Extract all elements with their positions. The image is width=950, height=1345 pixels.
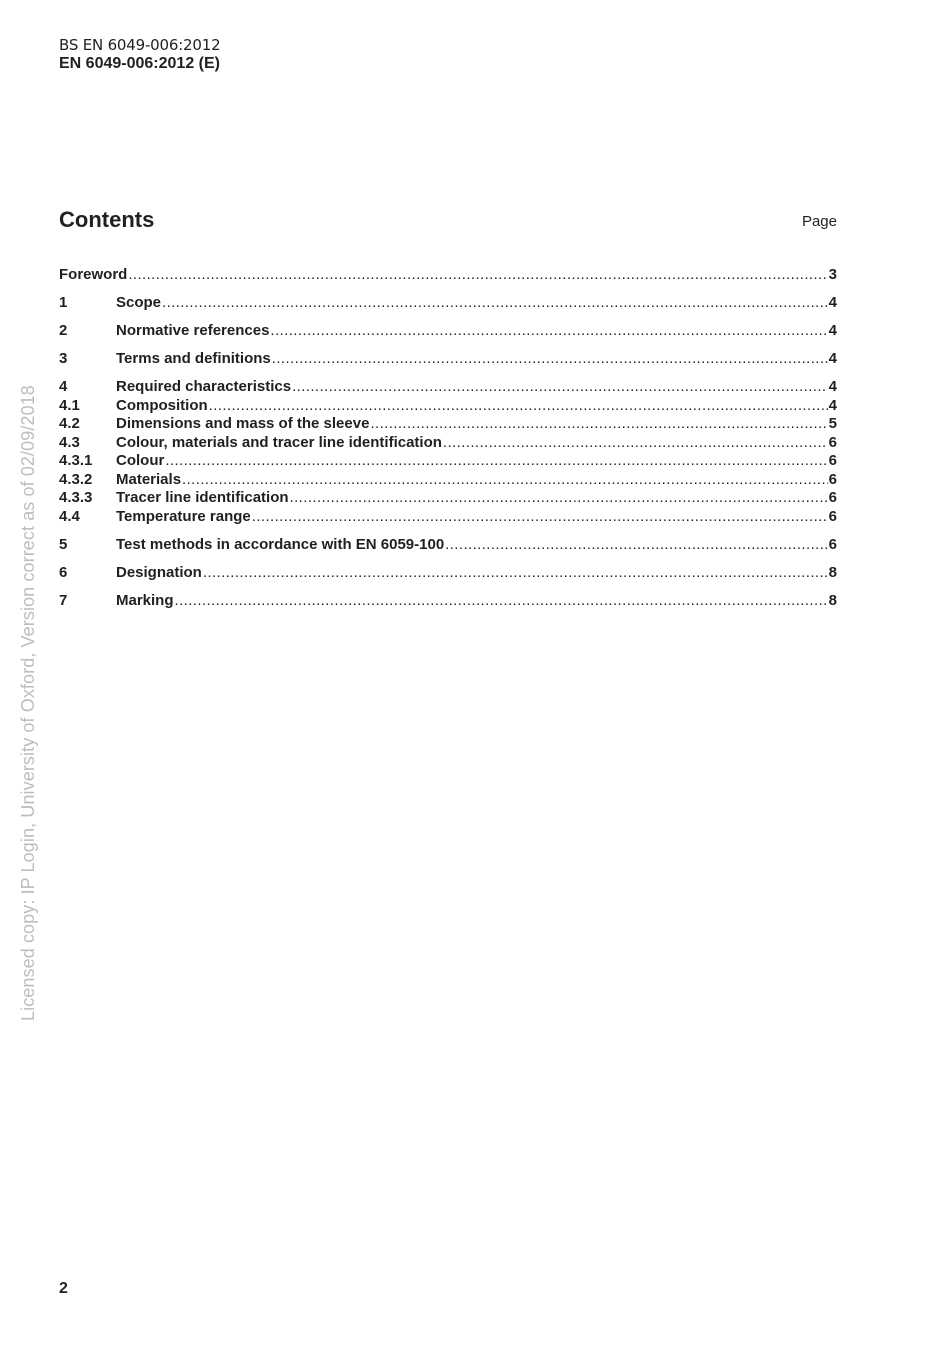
toc-leader-dots xyxy=(175,592,828,611)
toc-entry-page: 6 xyxy=(828,470,837,488)
standard-designation: BS EN 6049-006:2012 xyxy=(59,36,221,54)
toc-entry-number: 4.2 xyxy=(59,415,80,432)
toc-entry-number: 4.3.2 xyxy=(59,470,93,488)
toc-entry-title: Tracer line identification xyxy=(116,489,289,506)
toc-entry-terms-and-definitions[interactable] xyxy=(59,350,837,369)
toc-entry-page: 4 xyxy=(828,378,837,395)
toc-entry-required-characteristics[interactable] xyxy=(59,378,837,397)
toc-entry-number: 7 xyxy=(59,591,68,609)
toc-entry-temperature-range[interactable] xyxy=(59,508,837,527)
toc-entry-number: 4.3.1 xyxy=(59,452,93,469)
toc-leader-dots xyxy=(182,471,828,490)
toc-entry-tracer-line-identification[interactable] xyxy=(59,489,837,508)
toc-entry-number: 2 xyxy=(59,322,68,339)
toc-leader-dots xyxy=(290,489,828,508)
standard-designation-english: EN 6049-006:2012 (E) xyxy=(59,55,220,72)
toc-entry-number: 4.3 xyxy=(59,433,80,451)
toc-entry-page: 5 xyxy=(828,415,837,432)
toc-entry-number: 4.1 xyxy=(59,396,80,414)
toc-entry-composition[interactable] xyxy=(59,397,837,416)
toc-leader-dots xyxy=(370,415,827,434)
toc-entry-title: Marking xyxy=(116,591,174,609)
toc-entry-title: Composition xyxy=(116,396,208,414)
toc-entry-colour-materials-tracer[interactable] xyxy=(59,434,837,453)
toc-entry-dimensions-and-mass[interactable] xyxy=(59,415,837,434)
toc-entry-title: Test methods in accordance with EN 6059-100 xyxy=(116,535,445,553)
toc-entry-title: Scope xyxy=(116,294,162,311)
license-watermark: Licensed copy: IP Login, University of Oxford, Version correct as of 02/09/2018 xyxy=(18,385,38,1021)
toc-entry-title: Materials xyxy=(116,470,182,488)
toc-leader-dots xyxy=(292,378,828,397)
toc-entry-number: 4.4 xyxy=(59,507,80,525)
toc-entry-title: Required characteristics xyxy=(116,378,292,395)
toc-entry-number: 3 xyxy=(59,350,68,367)
toc-entry-title: Normative references xyxy=(116,322,270,339)
toc-entry-title: Colour, materials and tracer line identification xyxy=(116,433,442,451)
toc-leader-dots xyxy=(128,266,827,285)
contents-heading: Contents xyxy=(59,207,155,232)
toc-leader-dots xyxy=(252,508,828,527)
document-header xyxy=(59,36,220,74)
toc-entry-page: 6 xyxy=(828,507,837,525)
toc-entry-page: 6 xyxy=(828,452,837,469)
toc-entry-title: Terms and definitions xyxy=(116,350,271,367)
toc-entry-page: 8 xyxy=(828,591,837,609)
page-number: 2 xyxy=(59,1280,68,1297)
toc-entry-marking[interactable] xyxy=(59,592,837,611)
toc-entry-title: Temperature range xyxy=(116,507,251,525)
page-column-label: Page xyxy=(801,213,837,230)
toc-entry-designation[interactable] xyxy=(59,564,837,583)
toc-leader-dots xyxy=(270,322,827,341)
toc-entry-title: Designation xyxy=(116,563,202,581)
toc-leader-dots xyxy=(165,452,827,471)
toc-entry-normative-references[interactable] xyxy=(59,322,837,341)
toc-leader-dots xyxy=(209,397,828,416)
toc-entry-title: Colour xyxy=(116,452,165,469)
toc-entry-page: 6 xyxy=(828,433,837,451)
toc-entry-page: 4 xyxy=(828,350,837,367)
toc-entry-number: 4 xyxy=(59,378,68,395)
toc-entry-page: 6 xyxy=(828,489,837,506)
toc-leader-dots xyxy=(272,350,828,369)
toc-entry-page: 4 xyxy=(828,322,837,339)
toc-leader-dots xyxy=(443,434,828,453)
toc-entry-page: 3 xyxy=(828,266,837,283)
toc-entry-number: 6 xyxy=(59,563,68,581)
toc-entry-title: Foreword xyxy=(59,266,128,283)
toc-leader-dots xyxy=(162,294,828,313)
toc-entry-page: 6 xyxy=(828,535,837,553)
toc-entry-number: 5 xyxy=(59,535,68,553)
toc-entry-number: 1 xyxy=(59,294,68,311)
toc-entry-title: Dimensions and mass of the sleeve xyxy=(116,415,370,432)
toc-leader-dots xyxy=(445,536,827,555)
toc-entry-number: 4.3.3 xyxy=(59,489,93,506)
table-of-contents xyxy=(59,266,837,610)
toc-entry-page: 8 xyxy=(828,563,837,581)
toc-leader-dots xyxy=(203,564,828,583)
toc-entry-materials[interactable] xyxy=(59,471,837,490)
toc-entry-page: 4 xyxy=(828,294,837,311)
toc-entry-page: 4 xyxy=(828,396,837,414)
toc-entry-colour[interactable] xyxy=(59,452,837,471)
toc-entry-foreword[interactable] xyxy=(59,266,837,285)
toc-entry-test-methods[interactable] xyxy=(59,536,837,555)
toc-entry-scope[interactable] xyxy=(59,294,837,313)
